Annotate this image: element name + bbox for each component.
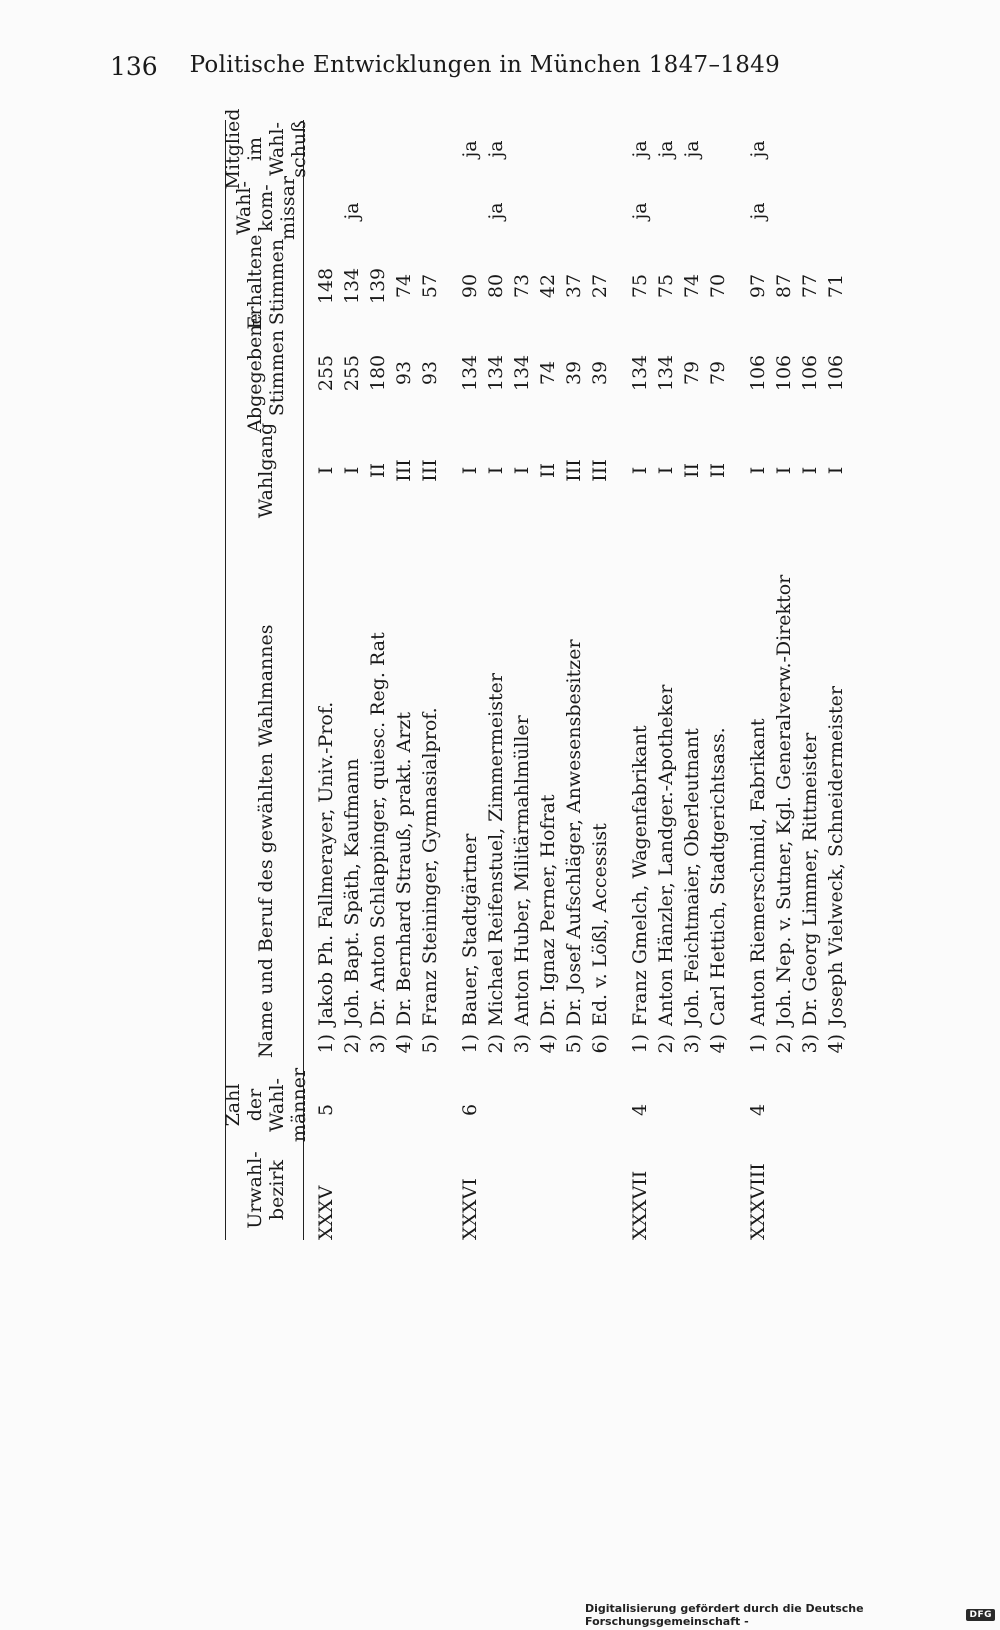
cell-nr: 3)	[511, 1034, 533, 1054]
cell-gang: I	[341, 466, 363, 475]
cell-name: Dr. Bernhard Strauß, prakt. Arzt	[393, 711, 415, 1026]
cell-zahl: 5	[315, 1103, 337, 1117]
table-row	[509, 120, 535, 1240]
cell-gang: I	[747, 466, 769, 475]
cell-name: Anton Huber, Militärmahlmüller	[511, 715, 533, 1026]
cell-gang: III	[419, 459, 441, 482]
cell-gang: III	[589, 459, 611, 482]
cell-mit: ja	[655, 140, 677, 158]
cell-name: Anton Hänzler, Landger.-Apotheker	[655, 684, 677, 1026]
cell-nr: 5)	[563, 1034, 585, 1054]
column-header-zahl: Zahl der Wahl- männer	[222, 1067, 310, 1143]
cell-name: Carl Hettich, Stadtgerichtsass.	[707, 727, 729, 1026]
table-row	[653, 120, 679, 1240]
cell-abg: 134	[511, 354, 533, 392]
cell-kom: ja	[629, 202, 651, 220]
cell-erh: 87	[773, 273, 795, 299]
cell-mit: ja	[485, 140, 507, 158]
cell-gang: II	[537, 463, 559, 479]
column-header-erhaltene: Erhaltene Stimmen	[244, 234, 288, 330]
cell-zahl: 4	[629, 1103, 651, 1117]
cell-gang: I	[799, 466, 821, 475]
cell-gang: I	[655, 466, 677, 475]
cell-abg: 79	[707, 360, 729, 386]
cell-abg: 39	[589, 360, 611, 386]
cell-zahl: 4	[747, 1103, 769, 1117]
cell-gang: I	[773, 466, 795, 475]
cell-nr: 3)	[681, 1034, 703, 1054]
cell-nr: 4)	[825, 1034, 847, 1054]
table-row	[535, 120, 561, 1240]
cell-erh: 97	[747, 273, 769, 299]
cell-nr: 1)	[459, 1034, 481, 1054]
cell-abg: 106	[773, 354, 795, 392]
cell-gang: I	[825, 466, 847, 475]
cell-name: Joh. Nep. v. Sutner, Kgl. Generalverw.-Direktor	[773, 574, 795, 1026]
cell-name: Dr. Ignaz Perner, Hofrat	[537, 794, 559, 1026]
cell-nr: 1)	[315, 1034, 337, 1054]
cell-abg: 180	[367, 354, 389, 392]
table-row	[705, 120, 731, 1240]
column-header-bezirk: Urwahl- bezirk	[244, 1151, 288, 1229]
cell-gang: III	[393, 459, 415, 482]
cell-bezirk: XXXVIII	[747, 1163, 769, 1240]
cell-abg: 79	[681, 360, 703, 386]
cell-nr: 4)	[707, 1034, 729, 1054]
cell-name: Michael Reifenstuel, Zimmermeister	[485, 673, 507, 1026]
cell-name: Bauer, Stadtgärtner	[459, 833, 481, 1026]
cell-abg: 106	[799, 354, 821, 392]
page-number: 136	[110, 52, 158, 81]
cell-nr: 1)	[747, 1034, 769, 1054]
table-row	[417, 120, 443, 1240]
cell-bezirk: XXXVII	[629, 1170, 651, 1240]
column-header-abgegebene: Abgegebene Stimmen	[244, 313, 288, 433]
cell-gang: II	[681, 463, 703, 479]
cell-erh: 75	[655, 273, 677, 299]
table-row	[679, 120, 705, 1240]
cell-gang: II	[367, 463, 389, 479]
column-header-kommissar: Wahl- kom- missar	[233, 175, 299, 240]
cell-nr: 2)	[485, 1034, 507, 1054]
cell-mit: ja	[681, 140, 703, 158]
table-row	[771, 120, 797, 1240]
cell-erh: 80	[485, 273, 507, 299]
cell-abg: 255	[341, 354, 363, 392]
table-row	[483, 120, 509, 1240]
table-row	[797, 120, 823, 1240]
cell-erh: 90	[459, 273, 481, 299]
cell-nr: 4)	[537, 1034, 559, 1054]
cell-abg: 134	[629, 354, 651, 392]
cell-kom: ja	[485, 202, 507, 220]
cell-name: Dr. Josef Aufschläger, Anwesensbesitzer	[563, 639, 585, 1026]
cell-mit: ja	[459, 140, 481, 158]
cell-erh: 27	[589, 273, 611, 299]
cell-abg: 74	[537, 360, 559, 386]
cell-name: Franz Steininger, Gymnasialprof.	[419, 707, 441, 1026]
table-row	[587, 120, 613, 1240]
cell-mit: ja	[629, 140, 651, 158]
cell-erh: 75	[629, 273, 651, 299]
cell-bezirk: XXXV	[315, 1185, 337, 1240]
table-row	[339, 120, 365, 1240]
cell-abg: 134	[459, 354, 481, 392]
footer-text: Digitalisierung gefördert durch die Deutsche Forschungsgemeinschaft -	[585, 1602, 864, 1628]
cell-nr: 1)	[629, 1034, 651, 1054]
cell-gang: I	[629, 466, 651, 475]
cell-gang: I	[511, 466, 533, 475]
cell-name: Anton Riemerschmid, Fabrikant	[747, 718, 769, 1026]
cell-nr: 6)	[589, 1034, 611, 1054]
digitization-footer	[585, 1602, 995, 1628]
cell-nr: 3)	[367, 1034, 389, 1054]
table-row	[561, 120, 587, 1240]
table-row	[823, 120, 849, 1240]
cell-abg: 134	[655, 354, 677, 392]
cell-erh: 77	[799, 273, 821, 299]
cell-erh: 37	[563, 273, 585, 299]
cell-gang: III	[563, 459, 585, 482]
cell-nr: 2)	[655, 1034, 677, 1054]
cell-name: Joh. Feichtmaier, Oberleutnant	[681, 728, 703, 1026]
cell-nr: 4)	[393, 1034, 415, 1054]
cell-nr: 5)	[419, 1034, 441, 1054]
running-head: Politische Entwicklungen in München 1847–1849	[189, 52, 780, 78]
column-header-wahlgang: Wahlgang	[255, 422, 277, 519]
column-header-name: Name und Beruf des gewählten Wahlmannes	[255, 624, 277, 1058]
cell-erh: 71	[825, 273, 847, 299]
table-row	[391, 120, 417, 1240]
cell-bezirk: XXXVI	[459, 1178, 481, 1240]
cell-erh: 134	[341, 267, 363, 305]
dfg-logo: DFG	[966, 1609, 995, 1621]
cell-abg: 39	[563, 360, 585, 386]
table-row	[457, 120, 483, 1240]
cell-name: Jakob Ph. Fallmerayer, Univ.-Prof.	[315, 701, 337, 1026]
cell-name: Joh. Bapt. Späth, Kaufmann	[341, 758, 363, 1026]
cell-erh: 74	[393, 273, 415, 299]
cell-erh: 57	[419, 273, 441, 299]
table-row	[365, 120, 391, 1240]
table-row	[313, 120, 339, 1240]
cell-nr: 2)	[341, 1034, 363, 1054]
cell-nr: 2)	[773, 1034, 795, 1054]
cell-abg: 93	[419, 360, 441, 386]
cell-name: Dr. Anton Schlappinger, quiesc. Reg. Rat	[367, 632, 389, 1026]
cell-name: Ed. v. Lößl, Accessist	[589, 823, 611, 1026]
cell-name: Franz Gmelch, Wagenfabrikant	[629, 725, 651, 1026]
cell-gang: I	[485, 466, 507, 475]
cell-kom: ja	[747, 202, 769, 220]
election-table	[222, 108, 865, 1240]
table-row	[745, 120, 771, 1240]
cell-gang: I	[459, 466, 481, 475]
cell-name: Joseph Vielweck, Schneidermeister	[825, 685, 847, 1026]
cell-erh: 73	[511, 273, 533, 299]
cell-erh: 70	[707, 273, 729, 299]
cell-zahl: 6	[459, 1103, 481, 1117]
cell-erh: 139	[367, 267, 389, 305]
cell-abg: 134	[485, 354, 507, 392]
cell-kom: ja	[341, 202, 363, 220]
table-row	[627, 120, 653, 1240]
cell-abg: 255	[315, 354, 337, 392]
cell-nr: 3)	[799, 1034, 821, 1054]
cell-abg: 106	[747, 354, 769, 392]
cell-mit: ja	[747, 140, 769, 158]
cell-abg: 106	[825, 354, 847, 392]
cell-erh: 74	[681, 273, 703, 299]
cell-erh: 148	[315, 267, 337, 305]
cell-gang: I	[315, 466, 337, 475]
cell-erh: 42	[537, 273, 559, 299]
cell-abg: 93	[393, 360, 415, 386]
cell-gang: II	[707, 463, 729, 479]
column-header-mitglied: Mitglied im Wahl- schuß	[222, 108, 310, 190]
cell-name: Dr. Georg Limmer, Rittmeister	[799, 732, 821, 1026]
page-header	[110, 52, 780, 92]
